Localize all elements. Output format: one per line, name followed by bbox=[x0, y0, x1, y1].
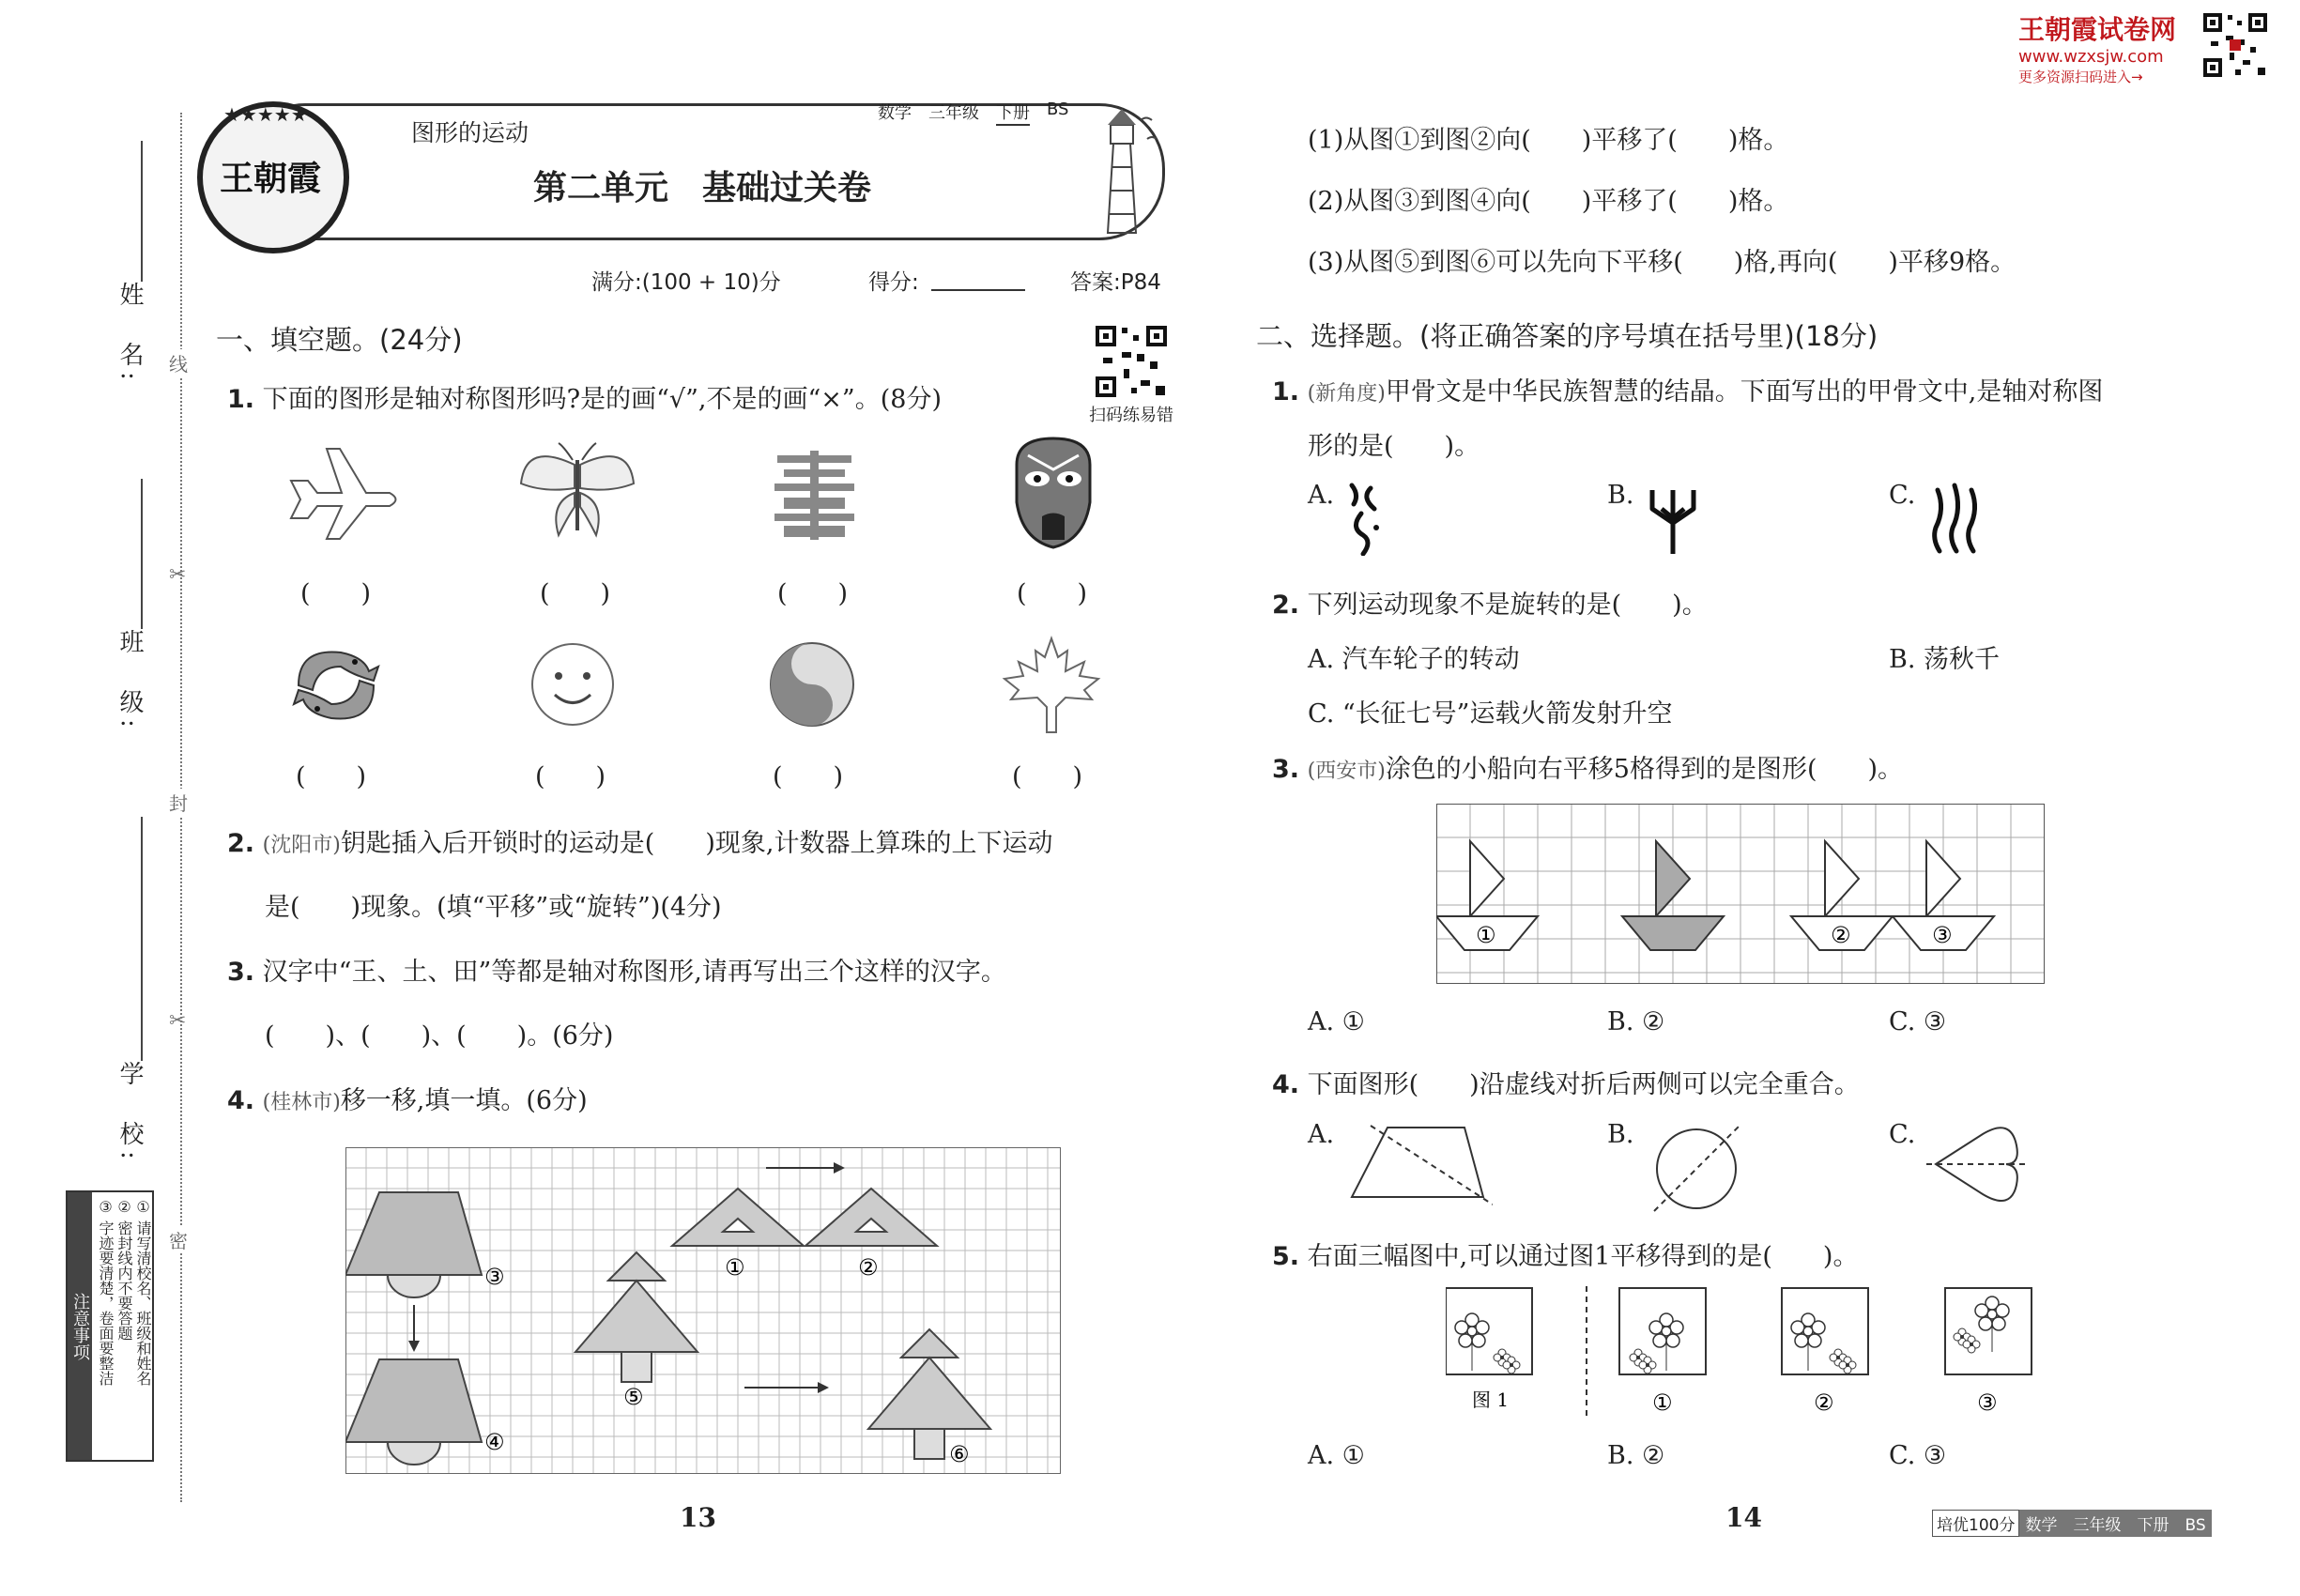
fig1-caption: 图 1 bbox=[1472, 1389, 1510, 1411]
c1-option-a[interactable]: A. bbox=[1308, 481, 1335, 510]
c3-tag: (西安市) bbox=[1307, 760, 1386, 783]
school-label: 学 校: bbox=[115, 1061, 144, 1165]
airplane-icon bbox=[282, 441, 404, 548]
q2-number: 2. bbox=[227, 829, 255, 858]
c5-option-c[interactable]: C. ③ bbox=[1889, 1441, 1947, 1470]
c3-option-a[interactable]: A. ① bbox=[1308, 1007, 1365, 1036]
boat-label-3: ③ bbox=[1932, 922, 1953, 948]
heart-fold-icon bbox=[1926, 1117, 2030, 1215]
qr-code-icon[interactable] bbox=[1094, 324, 1169, 399]
meta-term: 下册 bbox=[996, 100, 1030, 126]
section-1-title: 一、填空题。(24分) bbox=[216, 324, 463, 356]
c4-option-c[interactable]: C. bbox=[1889, 1120, 1916, 1149]
c1-line1 bbox=[1272, 371, 2103, 407]
q1-answer-2[interactable]: ( ) bbox=[540, 579, 611, 608]
q4-tag: (桂林市) bbox=[262, 1091, 341, 1114]
fill-line-2[interactable]: (2)从图③到图④向( )平移了( )格。 bbox=[1308, 187, 1789, 216]
q1-answer-5[interactable]: ( ) bbox=[296, 762, 367, 791]
c5-figures bbox=[1446, 1286, 2047, 1427]
maple-leaf-icon bbox=[1000, 634, 1103, 741]
fill-line-3[interactable]: (3)从图⑤到图⑥可以先向下平移( )格,再向( )平移9格。 bbox=[1308, 248, 2016, 277]
double-happiness-icon bbox=[770, 451, 859, 544]
notice-box bbox=[66, 1190, 154, 1462]
c2-text: 下列运动现象不是旋转的是( )。 bbox=[1307, 591, 1708, 620]
notice-item: ③ 字迹要清楚，卷面要整洁 bbox=[97, 1198, 115, 1387]
c5-label-2: ② bbox=[1814, 1389, 1834, 1416]
topic: 图形的运动 bbox=[411, 119, 529, 146]
notice-list bbox=[96, 1198, 152, 1386]
q3-line1 bbox=[227, 951, 1006, 988]
cut-mark-secret: 密 bbox=[169, 1226, 188, 1253]
c5-label-1: ① bbox=[1652, 1389, 1673, 1416]
q4-number: 4. bbox=[227, 1086, 255, 1115]
grid-label-6: ⑥ bbox=[949, 1441, 970, 1467]
trapezoid-fold-icon bbox=[1342, 1122, 1493, 1210]
yin-yang-icon bbox=[768, 640, 857, 733]
translation-grid bbox=[345, 1147, 1061, 1474]
meta-edition: BS bbox=[1047, 100, 1069, 119]
c5-label-3: ③ bbox=[1977, 1389, 1998, 1416]
grid-label-3: ③ bbox=[484, 1264, 505, 1290]
c1-line2: 形的是( )。 bbox=[1308, 432, 1480, 461]
school-field[interactable] bbox=[141, 817, 143, 1061]
score-label: 得分: bbox=[868, 270, 919, 295]
q3-number: 3. bbox=[227, 958, 255, 987]
page-title: 第二单元 基础过关卷 bbox=[533, 169, 872, 207]
c1-tag: (新角度) bbox=[1307, 382, 1386, 406]
page-number-right: 14 bbox=[1725, 1502, 1762, 1533]
score-field[interactable] bbox=[931, 289, 1025, 291]
notice-item: ① 请写清校名、班级和姓名 bbox=[134, 1198, 152, 1387]
oracle-glyph-a-icon bbox=[1342, 481, 1389, 560]
q1-line bbox=[227, 378, 942, 415]
c2-number: 2. bbox=[1272, 591, 1300, 620]
circle-fold-icon bbox=[1645, 1117, 1748, 1224]
c1-option-b[interactable]: B. bbox=[1607, 481, 1634, 510]
c1-number: 1. bbox=[1272, 377, 1300, 407]
name-label: 姓 名: bbox=[115, 282, 144, 386]
meta-grade: 三年级 bbox=[928, 103, 979, 123]
meta-subject: 数学 bbox=[878, 103, 912, 123]
logo-text: 王朝霞 bbox=[220, 159, 322, 198]
oracle-glyph-c-icon bbox=[1926, 481, 1983, 560]
grid-label-5: ⑤ bbox=[623, 1384, 644, 1410]
smiley-icon bbox=[529, 640, 618, 733]
brand-block bbox=[2018, 9, 2197, 86]
q1-answer-1[interactable]: ( ) bbox=[300, 579, 372, 608]
cut-mark-seal: 封 bbox=[169, 789, 188, 816]
name-field[interactable] bbox=[141, 141, 143, 282]
logo-badge bbox=[197, 101, 349, 253]
scissors-icon: ✂ bbox=[169, 563, 187, 587]
q1-number: 1. bbox=[227, 385, 255, 414]
c3-option-c[interactable]: C. ③ bbox=[1889, 1007, 1947, 1036]
c3-option-b[interactable]: B. ② bbox=[1607, 1007, 1665, 1036]
footer-badge bbox=[1932, 1510, 2212, 1537]
fish-pair-icon bbox=[289, 638, 383, 736]
c5-option-a[interactable]: A. ① bbox=[1308, 1441, 1365, 1470]
boat-grid bbox=[1436, 804, 2045, 984]
boat-label-1: ① bbox=[1476, 922, 1496, 948]
c2-option-c[interactable]: C. “长征七号”运载火箭发射升空 bbox=[1308, 699, 1673, 729]
class-field[interactable] bbox=[141, 479, 143, 629]
c2-line bbox=[1272, 584, 1708, 621]
qr-caption: 扫码练易错 bbox=[1089, 406, 1173, 425]
q1-answer-4[interactable]: ( ) bbox=[1017, 579, 1088, 608]
c4-line bbox=[1272, 1064, 1860, 1100]
c5-line bbox=[1272, 1235, 1858, 1272]
q3-line2[interactable]: ( )、( )、( )。(6分) bbox=[265, 1021, 614, 1051]
grid-label-1: ① bbox=[725, 1254, 745, 1281]
c3-text: 涂色的小船向右平移5格得到的是图形( )。 bbox=[1385, 755, 1904, 784]
c4-text: 下面图形( )沿虚线对折后两侧可以完全重合。 bbox=[1307, 1070, 1860, 1099]
q2-line1 bbox=[227, 822, 1052, 859]
c3-line bbox=[1272, 748, 1903, 785]
c2-option-a[interactable]: A. 汽车轮子的转动 bbox=[1308, 645, 1520, 674]
answer-ref: 答案:P84 bbox=[1070, 270, 1161, 295]
full-score: 满分:(100 + 10)分 bbox=[591, 270, 781, 295]
section-2-title: 二、选择题。(将正确答案的序号填在括号里)(18分) bbox=[1256, 320, 1878, 352]
opera-mask-icon bbox=[1009, 437, 1098, 553]
class-label: 班 级: bbox=[115, 629, 144, 733]
tree-shape-5 bbox=[608, 1252, 665, 1281]
c2-option-b[interactable]: B. 荡秋千 bbox=[1889, 645, 2001, 674]
c5-text: 右面三幅图中,可以通过图1平移得到的是( )。 bbox=[1307, 1242, 1859, 1271]
brand-qr-icon[interactable] bbox=[2201, 11, 2269, 79]
q1-text: 下面的图形是轴对称图形吗?是的画“√”,不是的画“×”。(8分) bbox=[262, 385, 942, 414]
page-number-left: 13 bbox=[680, 1502, 716, 1533]
notice-item: ② 密封线内不要答题 bbox=[115, 1198, 133, 1342]
boat-label-2: ② bbox=[1831, 922, 1851, 948]
c4-number: 4. bbox=[1272, 1070, 1300, 1099]
brand-note: 更多资源扫码进入→ bbox=[2018, 69, 2143, 85]
c4-option-a[interactable]: A. bbox=[1308, 1120, 1335, 1149]
q2-tag: (沈阳市) bbox=[262, 834, 341, 857]
c3-number: 3. bbox=[1272, 755, 1300, 784]
grid-label-2: ② bbox=[858, 1254, 879, 1281]
footer-series: 培优100分 bbox=[1932, 1510, 2019, 1537]
notice-title: 注意事项 bbox=[68, 1192, 92, 1460]
q1-answer-3[interactable]: ( ) bbox=[777, 579, 849, 608]
stars-icon: ★★★★★ bbox=[223, 103, 308, 126]
q1-answer-7[interactable]: ( ) bbox=[773, 762, 844, 791]
lighthouse-icon bbox=[1080, 101, 1164, 241]
c1-text: 甲骨文是中华民族智慧的结晶。下面写出的甲骨文中,是轴对称图 bbox=[1385, 377, 2104, 407]
triangle-shape-2 bbox=[805, 1189, 937, 1246]
q4-text: 移一移,填一填。(6分) bbox=[340, 1086, 588, 1115]
cut-mark-line: 线 bbox=[169, 349, 188, 376]
brand-name: 王朝霞试卷网 bbox=[2018, 14, 2177, 45]
moth-icon bbox=[516, 441, 638, 548]
brand-url[interactable]: www.wzxsjw.com bbox=[2018, 47, 2164, 67]
c4-option-b[interactable]: B. bbox=[1607, 1120, 1634, 1149]
fill-line-1[interactable]: (1)从图①到图②向( )平移了( )格。 bbox=[1308, 126, 1789, 155]
q1-answer-8[interactable]: ( ) bbox=[1012, 762, 1083, 791]
q2-line2: 是( )现象。(填“平移”或“旋转”)(4分) bbox=[265, 893, 722, 922]
footer-meta: 数学 三年级 下册 BS bbox=[2019, 1510, 2211, 1537]
header-meta bbox=[878, 100, 1068, 126]
scissors-icon: ✂ bbox=[169, 1009, 187, 1033]
q3-text: 汉字中“王、土、田”等都是轴对称图形,请再写出三个这样的汉字。 bbox=[262, 958, 1006, 987]
c5-number: 5. bbox=[1272, 1242, 1300, 1271]
q4-line bbox=[227, 1080, 588, 1116]
q1-answer-6[interactable]: ( ) bbox=[535, 762, 606, 791]
grid-label-4: ④ bbox=[484, 1429, 505, 1455]
q2-text: 钥匙插入后开锁时的运动是( )现象,计数器上算珠的上下运动 bbox=[340, 829, 1053, 858]
oracle-glyph-b-icon bbox=[1645, 481, 1701, 560]
c5-option-b[interactable]: B. ② bbox=[1607, 1441, 1665, 1470]
triangle-shape-1 bbox=[672, 1189, 804, 1246]
c1-option-c[interactable]: C. bbox=[1889, 481, 1916, 510]
